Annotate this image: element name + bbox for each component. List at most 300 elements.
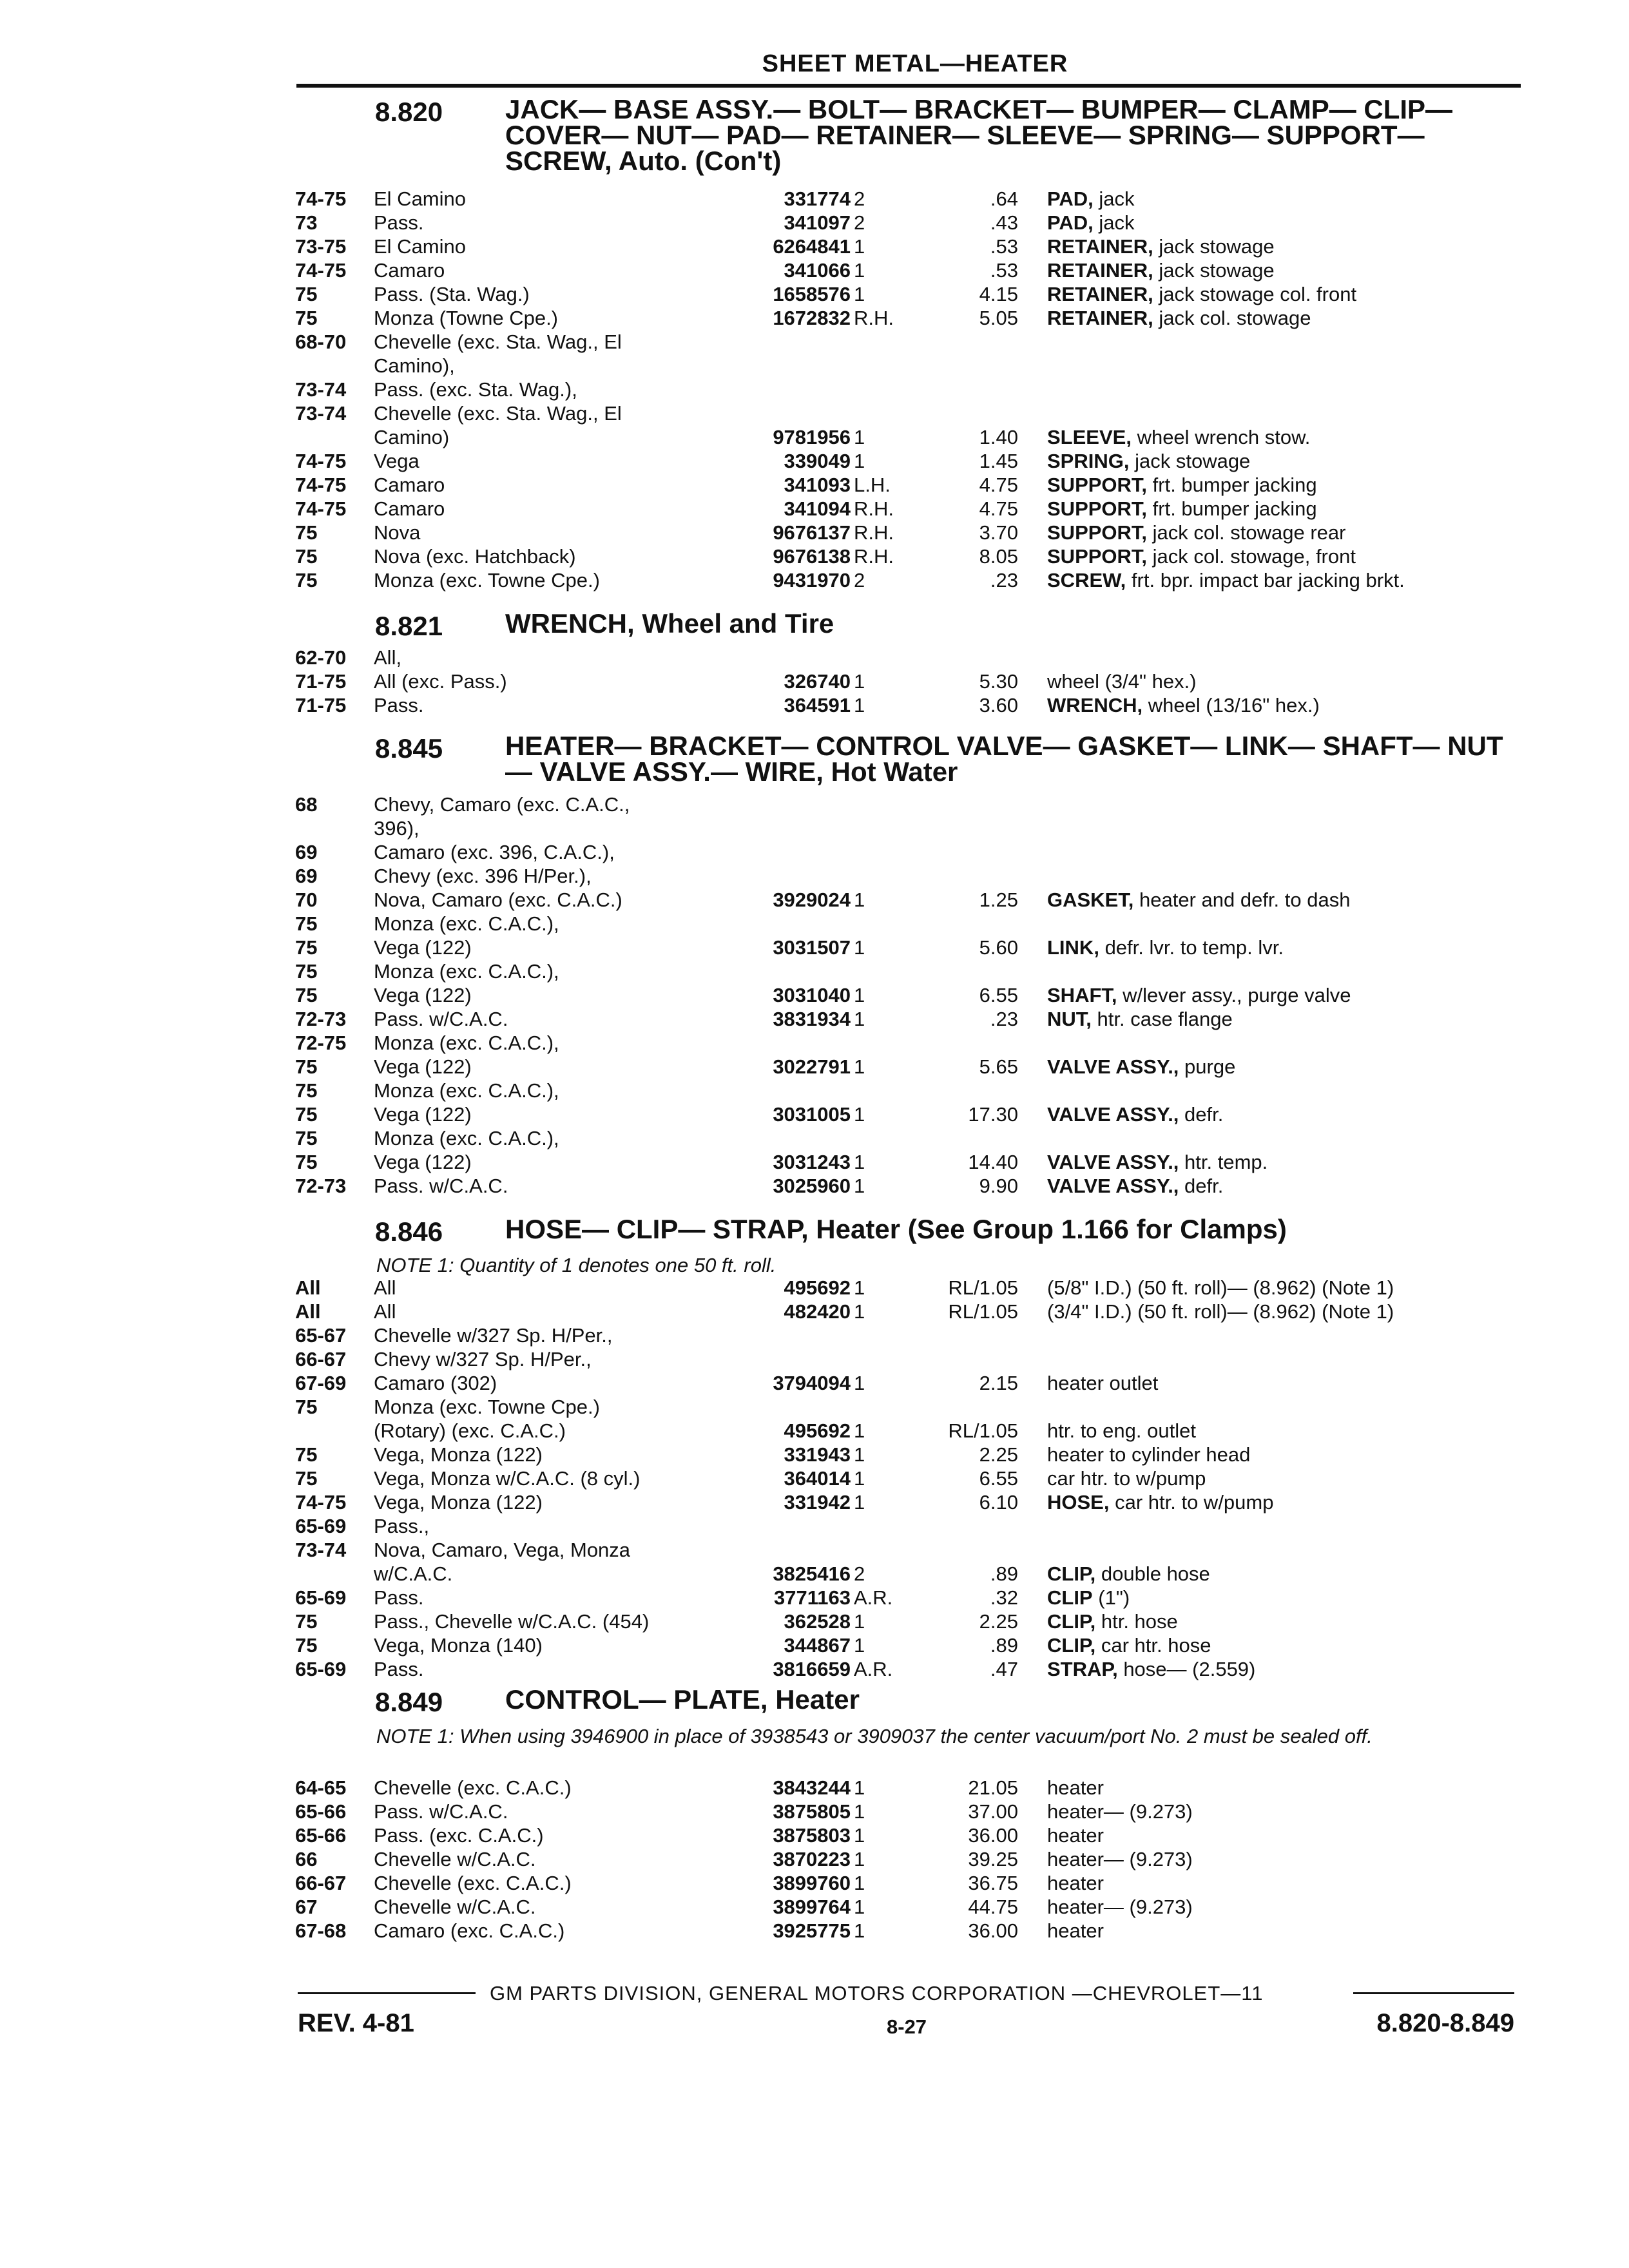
row-application: Nova [374, 521, 421, 544]
section-title: WRENCH, Wheel and Tire [505, 608, 834, 639]
row-application: Pass. w/C.A.C. [374, 1008, 508, 1030]
row-years: All [295, 1276, 321, 1299]
row-years: 73-74 [295, 1539, 347, 1561]
row-description-text: jack stowage [1135, 450, 1251, 472]
row-description [1047, 258, 1511, 283]
row-part-number: 3831934 [773, 1008, 851, 1030]
row-part-number: 482420 [784, 1300, 851, 1323]
table-row [0, 425, 1629, 450]
row-quantity: 1 [854, 889, 865, 911]
row-quantity: 2 [854, 211, 865, 234]
row-application: 396), [374, 817, 419, 840]
row-application: Monza (exc. C.A.C.), [374, 1032, 559, 1054]
footer-page-number: 8-27 [887, 2015, 927, 2038]
table-row [0, 1466, 1629, 1491]
row-price: RL/1.05 [948, 1419, 1018, 1442]
header-rule [296, 84, 1521, 88]
table-row [0, 1895, 1629, 1919]
row-description [1047, 1419, 1511, 1443]
row-application: Pass. (exc. Sta. Wag.), [374, 378, 577, 401]
row-price: .23 [990, 1008, 1018, 1030]
row-price: .89 [990, 1634, 1018, 1657]
row-description-text: heater to cylinder head [1047, 1443, 1251, 1466]
row-description-text: heater [1047, 1776, 1104, 1799]
row-description-part-name: VALVE ASSY., [1047, 1103, 1179, 1126]
row-part-number: 9431970 [773, 569, 851, 591]
row-description [1047, 1895, 1511, 1919]
row-price: .53 [990, 235, 1018, 258]
table-row [0, 1347, 1629, 1372]
row-description [1047, 669, 1511, 694]
section-number: 8.845 [375, 733, 443, 764]
row-application: (Rotary) (exc. C.A.C.) [374, 1419, 566, 1442]
row-part-number: 3870223 [773, 1848, 851, 1870]
row-quantity: L.H. [854, 474, 891, 496]
row-quantity: 1 [854, 1419, 865, 1442]
row-part-number: 1658576 [773, 283, 851, 305]
table-row [0, 330, 1629, 354]
row-quantity: 1 [854, 1610, 865, 1633]
row-application: Chevelle (exc. Sta. Wag., El [374, 402, 622, 425]
row-years: 73-75 [295, 235, 347, 258]
row-part-number: 3825416 [773, 1562, 851, 1585]
row-years: 73-74 [295, 378, 347, 401]
row-description-part-name: RETAINER, [1047, 283, 1153, 305]
row-quantity: R.H. [854, 307, 894, 329]
footer-rule-right [1353, 1992, 1514, 1994]
row-application: Monza (exc. C.A.C.), [374, 912, 559, 935]
row-years: 69 [295, 841, 318, 863]
row-price: 4.15 [979, 283, 1018, 305]
row-description-part-name: CLIP, [1047, 1610, 1096, 1633]
row-description-part-name: LINK, [1047, 936, 1099, 959]
row-description [1047, 1055, 1511, 1079]
row-years: 65-69 [295, 1586, 347, 1609]
row-description [1047, 1657, 1511, 1682]
row-application: Pass. w/C.A.C. [374, 1800, 508, 1823]
row-part-number: 3031243 [773, 1151, 851, 1173]
row-price: 1.25 [979, 889, 1018, 911]
row-years: 75 [295, 1396, 318, 1418]
row-description-text: heater— (9.273) [1047, 1800, 1193, 1823]
table-row [0, 1126, 1629, 1151]
row-description-part-name: CLIP [1047, 1586, 1093, 1609]
row-description-text: heater [1047, 1919, 1104, 1942]
row-quantity: R.H. [854, 497, 894, 520]
row-description-text: car htr. to w/pump [1047, 1467, 1206, 1490]
row-quantity: 1 [854, 1276, 865, 1299]
row-years: 75 [295, 1443, 318, 1466]
row-years: 75 [295, 1610, 318, 1633]
row-description-text: jack col. stowage [1159, 307, 1311, 329]
row-quantity: 1 [854, 694, 865, 716]
row-description [1047, 211, 1511, 235]
row-years: 65-69 [295, 1515, 347, 1537]
row-description-part-name: RETAINER, [1047, 235, 1153, 258]
row-price: 39.25 [968, 1848, 1018, 1870]
row-years: 75 [295, 1634, 318, 1657]
row-description-part-name: SCREW, [1047, 569, 1126, 591]
section-title: JACK— BASE ASSY.— BOLT— BRACKET— BUMPER— CLAMP— CLIP— COVER— NUT— PAD— RETAINER— SLEEVE— SPRING— SUPPORT— SCREW, Auto. (Con't) [505, 94, 1453, 176]
row-price: 5.60 [979, 936, 1018, 959]
row-description [1047, 1490, 1511, 1515]
row-years: 68-70 [295, 331, 347, 353]
row-price: 36.75 [968, 1872, 1018, 1894]
table-row [0, 1919, 1629, 1943]
row-years: 75 [295, 912, 318, 935]
row-part-number: 6264841 [773, 235, 851, 258]
table-row [0, 449, 1629, 474]
row-quantity: 1 [854, 1824, 865, 1847]
row-description-part-name: NUT, [1047, 1008, 1092, 1030]
row-application: Monza (exc. C.A.C.), [374, 1079, 559, 1102]
row-description [1047, 1466, 1511, 1491]
row-price: 5.30 [979, 670, 1018, 693]
row-part-number: 3875803 [773, 1824, 851, 1847]
row-part-number: 362528 [784, 1610, 851, 1633]
row-description-part-name: SUPPORT, [1047, 474, 1148, 496]
section-note: NOTE 1: When using 3946900 in place of 3938543 or 3909037 the center vacuum/port No. 2 must be sealed off. [376, 1725, 1373, 1747]
row-part-number: 364591 [784, 694, 851, 716]
row-description [1047, 235, 1511, 259]
row-years: 67 [295, 1896, 318, 1918]
row-description-part-name: SPRING, [1047, 450, 1130, 472]
row-application: Pass. w/C.A.C. [374, 1175, 508, 1197]
row-years: 65-66 [295, 1800, 347, 1823]
table-row [0, 1102, 1629, 1127]
row-part-number: 3022791 [773, 1055, 851, 1078]
table-row [0, 912, 1629, 936]
row-description-part-name: HOSE, [1047, 1491, 1110, 1514]
row-description [1047, 888, 1511, 912]
table-row [0, 983, 1629, 1008]
row-description-part-name: GASKET, [1047, 889, 1134, 911]
row-description [1047, 1823, 1511, 1848]
row-application: Vega, Monza (140) [374, 1634, 543, 1657]
row-price: .47 [990, 1658, 1018, 1680]
section-title: HOSE— CLIP— STRAP, Heater (See Group 1.166 for Clamps) [505, 1214, 1287, 1244]
row-description-text: double hose [1101, 1562, 1210, 1585]
row-description [1047, 187, 1511, 211]
row-application: Vega (122) [374, 1103, 472, 1126]
footer-publisher: GM PARTS DIVISION, GENERAL MOTORS CORPORATION —CHEVROLET—11 [490, 1982, 1264, 2004]
row-description [1047, 1443, 1511, 1467]
row-description [1047, 1300, 1511, 1324]
row-description-text: purge [1184, 1055, 1236, 1078]
row-quantity: 1 [854, 1491, 865, 1514]
footer-section-range: 8.820-8.849 [1376, 2009, 1514, 2037]
row-application: All (exc. Pass.) [374, 670, 507, 693]
row-price: RL/1.05 [948, 1276, 1018, 1299]
row-quantity: 1 [854, 1848, 865, 1870]
row-price: 17.30 [968, 1103, 1018, 1126]
table-row [0, 235, 1629, 259]
row-application: Monza (exc. Towne Cpe.) [374, 569, 600, 591]
row-price: .32 [990, 1586, 1018, 1609]
table-row [0, 568, 1629, 593]
row-years: 75 [295, 1151, 318, 1173]
row-years: 71-75 [295, 694, 347, 716]
row-years: 75 [295, 521, 318, 544]
row-description [1047, 1847, 1511, 1872]
row-years: 75 [295, 960, 318, 983]
row-description-text: htr. temp. [1184, 1151, 1268, 1173]
row-part-number: 3925775 [773, 1919, 851, 1942]
row-quantity: 1 [854, 1467, 865, 1490]
row-quantity: 2 [854, 1562, 865, 1585]
row-description [1047, 936, 1511, 960]
row-description [1047, 568, 1511, 593]
table-row [0, 864, 1629, 889]
row-years: 69 [295, 865, 318, 887]
row-description-part-name: PAD, [1047, 211, 1094, 234]
page-title: SHEET METAL—HEATER [762, 50, 1068, 77]
row-part-number: 331943 [784, 1443, 851, 1466]
table-row [0, 936, 1629, 960]
row-quantity: 1 [854, 1800, 865, 1823]
row-description-text: frt. bumper jacking [1152, 497, 1317, 520]
row-years: 67-69 [295, 1372, 347, 1394]
table-row [0, 1031, 1629, 1055]
row-years: 75 [295, 569, 318, 591]
row-part-number: 3929024 [773, 889, 851, 911]
row-quantity: R.H. [854, 521, 894, 544]
row-part-number: 3843244 [773, 1776, 851, 1799]
row-part-number: 3025960 [773, 1175, 851, 1197]
row-description [1047, 1150, 1511, 1175]
row-years: 75 [295, 307, 318, 329]
row-application: Nova, Camaro, Vega, Monza [374, 1539, 631, 1561]
row-description [1047, 1174, 1511, 1198]
row-application: Monza (exc. C.A.C.), [374, 960, 559, 983]
row-quantity: 1 [854, 1372, 865, 1394]
table-row [0, 211, 1629, 235]
row-description-text: jack stowage col. front [1159, 283, 1357, 305]
row-quantity: 1 [854, 1896, 865, 1918]
row-years: 74-75 [295, 450, 347, 472]
row-description-text: jack [1099, 211, 1135, 234]
row-description-text: htr. hose [1101, 1610, 1178, 1633]
row-description [1047, 1102, 1511, 1127]
row-part-number: 326740 [784, 670, 851, 693]
table-row [0, 669, 1629, 694]
row-description-part-name: VALVE ASSY., [1047, 1151, 1179, 1173]
row-quantity: 1 [854, 984, 865, 1006]
row-quantity: 1 [854, 1634, 865, 1657]
row-years: 75 [295, 936, 318, 959]
table-row [0, 1823, 1629, 1848]
table-row [0, 1419, 1629, 1443]
row-years: 65-66 [295, 1824, 347, 1847]
row-part-number: 3899760 [773, 1872, 851, 1894]
row-application: Camaro [374, 497, 445, 520]
row-part-number: 339049 [784, 450, 851, 472]
row-description-part-name: VALVE ASSY., [1047, 1055, 1179, 1078]
row-price: 4.75 [979, 474, 1018, 496]
row-part-number: 3031005 [773, 1103, 851, 1126]
row-price: 8.05 [979, 545, 1018, 568]
row-quantity: 1 [854, 936, 865, 959]
row-part-number: 364014 [784, 1467, 851, 1490]
row-application: El Camino [374, 187, 466, 210]
row-years: 64-65 [295, 1776, 347, 1799]
row-description-text: htr. to eng. outlet [1047, 1419, 1196, 1442]
row-quantity: 1 [854, 1300, 865, 1323]
table-row [0, 1776, 1629, 1800]
row-price: .53 [990, 259, 1018, 282]
row-description [1047, 497, 1511, 521]
row-description [1047, 544, 1511, 569]
row-description-text: heater [1047, 1824, 1104, 1847]
row-years: 75 [295, 1467, 318, 1490]
row-application: El Camino [374, 235, 466, 258]
row-application: Chevelle w/327 Sp. H/Per., [374, 1324, 613, 1347]
table-row [0, 401, 1629, 426]
row-years: 75 [295, 1079, 318, 1102]
row-years: 72-73 [295, 1175, 347, 1197]
row-application: Camaro [374, 259, 445, 282]
row-description-text: hose— (2.559) [1123, 1658, 1256, 1680]
row-description [1047, 1776, 1511, 1800]
row-description [1047, 282, 1511, 307]
row-price: 2.25 [979, 1443, 1018, 1466]
row-description-text: wheel (3/4" hex.) [1047, 670, 1197, 693]
row-description-text: heater— (9.273) [1047, 1896, 1193, 1918]
row-price: .89 [990, 1562, 1018, 1585]
row-quantity: 1 [854, 670, 865, 693]
row-application: Pass. (exc. C.A.C.) [374, 1824, 544, 1847]
table-row [0, 306, 1629, 331]
row-description [1047, 306, 1511, 331]
row-quantity: R.H. [854, 545, 894, 568]
row-quantity: 1 [854, 1872, 865, 1894]
row-price: 3.60 [979, 694, 1018, 716]
row-description-part-name: PAD, [1047, 187, 1094, 210]
section-number: 8.821 [375, 611, 443, 641]
table-row [0, 473, 1629, 497]
row-description [1047, 1800, 1511, 1824]
footer-revision: REV. 4-81 [298, 2009, 414, 2037]
row-price: 2.15 [979, 1372, 1018, 1394]
row-description [1047, 1871, 1511, 1896]
row-part-number: 341093 [784, 474, 851, 496]
row-price: .23 [990, 569, 1018, 591]
row-price: 21.05 [968, 1776, 1018, 1799]
table-row [0, 1514, 1629, 1539]
table-row [0, 1371, 1629, 1396]
row-description-text: w/lever assy., purge valve [1123, 984, 1351, 1006]
row-years: 73-74 [295, 402, 347, 425]
row-part-number: 3031507 [773, 936, 851, 959]
row-description-part-name: VALVE ASSY., [1047, 1175, 1179, 1197]
table-row [0, 1490, 1629, 1515]
row-years: 65-67 [295, 1324, 347, 1347]
row-application: w/C.A.C. [374, 1562, 453, 1585]
row-years: 72-73 [295, 1008, 347, 1030]
row-application: Camino) [374, 426, 450, 448]
row-application: Chevelle (exc. C.A.C.) [374, 1776, 572, 1799]
row-application: Chevelle w/C.A.C. [374, 1896, 536, 1918]
table-row [0, 258, 1629, 283]
table-row [0, 1174, 1629, 1198]
row-description [1047, 1276, 1511, 1300]
row-years: 75 [295, 283, 318, 305]
row-quantity: 1 [854, 1443, 865, 1466]
table-row [0, 521, 1629, 545]
row-description [1047, 693, 1511, 718]
row-application: Vega (122) [374, 936, 472, 959]
table-row [0, 282, 1629, 307]
row-description [1047, 1562, 1511, 1586]
row-price: 6.55 [979, 1467, 1018, 1490]
row-application: Nova (exc. Hatchback) [374, 545, 576, 568]
row-description-part-name: WRENCH, [1047, 694, 1143, 716]
section-number: 8.820 [375, 97, 443, 127]
table-row [0, 378, 1629, 402]
row-description-part-name: RETAINER, [1047, 307, 1153, 329]
row-part-number: 9676138 [773, 545, 851, 568]
row-description-text: jack stowage [1159, 259, 1275, 282]
row-years: 67-68 [295, 1919, 347, 1942]
table-row [0, 1007, 1629, 1032]
row-application: Vega [374, 450, 419, 472]
row-part-number: 9676137 [773, 521, 851, 544]
row-application: Camaro (exc. 396, C.A.C.), [374, 841, 615, 863]
row-years: 75 [295, 1127, 318, 1149]
row-description-part-name: SUPPORT, [1047, 521, 1148, 544]
table-row [0, 1633, 1629, 1658]
row-description-text: frt. bpr. impact bar jacking brkt. [1131, 569, 1405, 591]
table-row [0, 1443, 1629, 1467]
row-part-number: 495692 [784, 1276, 851, 1299]
row-application: Pass. (Sta. Wag.) [374, 283, 530, 305]
row-description [1047, 1610, 1511, 1634]
row-price: 6.55 [979, 984, 1018, 1006]
table-row [0, 888, 1629, 912]
row-application: Vega (122) [374, 984, 472, 1006]
row-description-text: jack col. stowage rear [1152, 521, 1346, 544]
table-row [0, 1055, 1629, 1079]
row-years: 68 [295, 793, 318, 816]
table-row [0, 354, 1629, 378]
row-years: 72-75 [295, 1032, 347, 1054]
row-part-number: 1672832 [773, 307, 851, 329]
row-years: 75 [295, 1103, 318, 1126]
table-row [0, 1395, 1629, 1419]
row-application: Pass. [374, 1658, 424, 1680]
row-application: Pass., Chevelle w/C.A.C. (454) [374, 1610, 650, 1633]
section-number: 8.846 [375, 1216, 443, 1247]
row-application: Monza (exc. C.A.C.), [374, 1127, 559, 1149]
row-description [1047, 449, 1511, 474]
row-quantity: 1 [854, 1175, 865, 1197]
row-part-number: 3875805 [773, 1800, 851, 1823]
row-price: 1.45 [979, 450, 1018, 472]
row-quantity: 2 [854, 187, 865, 210]
row-application: Camino), [374, 354, 455, 377]
row-part-number: 3794094 [773, 1372, 851, 1394]
row-quantity: 2 [854, 569, 865, 591]
row-application: Vega (122) [374, 1151, 472, 1173]
row-description-part-name: SUPPORT, [1047, 545, 1148, 568]
row-part-number: 341097 [784, 211, 851, 234]
row-description-text: heater outlet [1047, 1372, 1159, 1394]
row-description-text: htr. case flange [1097, 1008, 1233, 1030]
row-part-number: 3031040 [773, 984, 851, 1006]
row-description-text: jack col. stowage, front [1152, 545, 1356, 568]
row-price: 37.00 [968, 1800, 1018, 1823]
row-description [1047, 1633, 1511, 1658]
